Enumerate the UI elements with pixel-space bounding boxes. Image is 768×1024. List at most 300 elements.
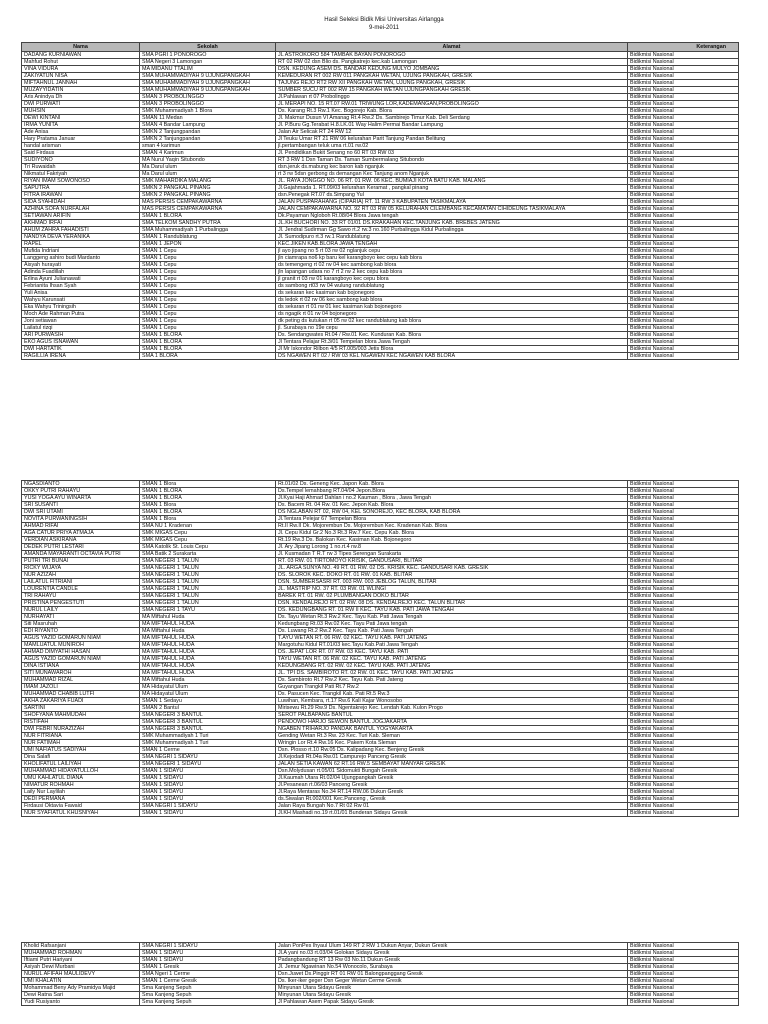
table-row [22,66,739,73]
cell-nama: RICKY WIJAYA [22,565,140,572]
cell-nama: Laily Nur Laylilah [22,789,140,796]
table-row [22,530,739,537]
cell-sekolah: SMA NEGRI 1 SIDAYU [140,803,276,810]
cell-sekolah: SMK Muhammadiyah 1 Turi [140,740,276,747]
cell-keterangan: Bidikmisi Nasional [628,325,739,332]
cell-keterangan: Bidikmisi Nasional [628,992,739,999]
cell-keterangan: Bidikmisi Nasional [628,614,739,621]
table-row [22,192,739,199]
cell-nama: AHUM ZAHRA FAHADISTI [22,227,140,234]
cell-alamat: Jalan Raya Bungah No.7 Rt 02 Rw 01 [276,803,628,810]
cell-keterangan: Bidikmisi Nasional [628,649,739,656]
cell-nama: MIFTAHNUL JANNAH [22,80,140,87]
cell-keterangan: Bidikmisi Nasional [628,782,739,789]
cell-sekolah: SMAN 1 BLORA [140,339,276,346]
cell-alamat: Jl Teuku Umar RT 21 RW 06 kelurahan Parit Tanjung Pandan Belitung [276,136,628,143]
cell-sekolah: SMAN 1 Cepu [140,290,276,297]
results-table-1 [21,42,739,360]
cell-nama: MUZAYYIDATIN [22,87,140,94]
table-row [22,495,739,502]
cell-nama: SARTINI [22,705,140,712]
table-row [22,992,739,999]
cell-alamat: TAYU WETAN RT. 06 RW. 02 KEC. TAYU KAB. PATI JATENG [276,656,628,663]
cell-alamat: Jl Mr Iskondor Rilbon 4/5 RT.005/003 Jetis Blora [276,346,628,353]
cell-sekolah: SMA Batik 2 Surakarta [140,551,276,558]
cell-keterangan: Bidikmisi Nasional [628,684,739,691]
cell-nama: TRI RAHAYU [22,593,140,600]
cell-sekolah: SMAN 1 Cepu [140,325,276,332]
cell-alamat: Rt.01/02 Ds. Geneng Kec. Japon Kab. Blora [276,481,628,488]
cell-keterangan: Bidikmisi Nasional [628,733,739,740]
cell-keterangan: Bidikmisi Nasional [628,178,739,185]
table-row [22,248,739,255]
table-row [22,544,739,551]
cell-sekolah: SMK MIGAS Cepu [140,537,276,544]
cell-nama: UMI KHALATIN [22,978,140,985]
cell-nama: RIYAN IMAM SOWONOSO [22,178,140,185]
cell-sekolah: SMA NEGERI 1 TALUN [140,593,276,600]
cell-sekolah: SMA NEGRI 1 SIDAYU [140,754,276,761]
cell-alamat: DS. SLOROK KEC. DOKO RT. 01 RW. 01 KAB. BLITAR [276,572,628,579]
table-row [22,754,739,761]
cell-alamat: Guyangan Trangkil Pati Rt.7 Rw.2 [276,684,628,691]
table-row [22,600,739,607]
cell-keterangan: Bidikmisi Nasional [628,565,739,572]
cell-alamat: JL. TPI DS. SAMBIROTO RT. 02 RW. 01 KEC. TAYU KAB. PATI JATENG [276,670,628,677]
table-row [22,304,739,311]
cell-sekolah: MA MIDANU TTALIM [140,66,276,73]
cell-sekolah: SMA NEGERI 3 BANTUL [140,712,276,719]
cell-sekolah: SMA NEGERI 1 TAYU [140,607,276,614]
table-row [22,712,739,719]
cell-keterangan: Bidikmisi Nasional [628,80,739,87]
cell-alamat: ds ngagik rt 01 rw 04 bojonegoro [276,311,628,318]
cell-alamat: Wringin Lor Rt.4 Rw.16 Kec. Pakem Kota Sleman [276,740,628,747]
cell-keterangan: Bidikmisi Nasional [628,59,739,66]
cell-alamat: Rt.19 Rw.3 Ds. Balokan Kec. Kasiman Kab. Bojonegoro [276,537,628,544]
cell-nama: SHOFYANA MAHMUDAH [22,712,140,719]
table-row [22,87,739,94]
cell-keterangan: Bidikmisi Nasional [628,985,739,992]
cell-alamat: Dsn.Juwet Ds.Pinggir RT 01 RW 01 Balongpanggang Gresik [276,971,628,978]
cell-nama: Eka Wahyu Triningsih [22,304,140,311]
cell-nama: Joni setiawan [22,318,140,325]
cell-sekolah: SMKN 2 PANGKAL PINANG [140,192,276,199]
cell-nama: Febrianita Ihsan Syah [22,283,140,290]
table-row [22,164,739,171]
cell-keterangan: Bidikmisi Nasional [628,796,739,803]
cell-alamat: DS. KEDUNGBANG RT. 01 RW II KEC. TAYU KAB. PATI JAWA TENGAH [276,607,628,614]
table-row [22,234,739,241]
cell-alamat: jl ayo jipang no 5 rt 03 rw 02 nglanjuk cepu [276,248,628,255]
cell-sekolah: SMAN 2 Bantul [140,705,276,712]
cell-keterangan: Bidikmisi Nasional [628,663,739,670]
cell-alamat: ds sekaran kec kasiman kab bojonegoro [276,290,628,297]
document-header [0,16,768,32]
cell-nama: AKHMAD IRFAI [22,220,140,227]
cell-nama: NANDYA DEVA YERANIKA [22,234,140,241]
table-row [22,635,739,642]
document-date: 9-mei-2011 [369,25,399,31]
cell-alamat: jl granit rt 03 rw 01 karangboyo kec cepu blora [276,276,628,283]
table-row [22,971,739,978]
cell-alamat: Jl.Kejodadi Rt.04a Rw.01 Campurejo Panceng Gresik [276,754,628,761]
cell-sekolah: MA MIFTAHUL HUDA [140,656,276,663]
cell-nama: MUHAMMAD HIDAYATULLOH [22,768,140,775]
cell-keterangan: Bidikmisi Nasional [628,73,739,80]
cell-sekolah: SMK MAHARDIKA MALANG [140,178,276,185]
cell-alamat: Jl.Kaumah Utara Rt.02/04 Ujungpangkah Gresik [276,775,628,782]
cell-keterangan: Bidikmisi Nasional [628,227,739,234]
cell-keterangan: Bidikmisi Nasional [628,509,739,516]
table-row [22,523,739,530]
cell-sekolah: MA MIFTAHUL HUDA [140,621,276,628]
cell-nama: NURUL LAILY [22,607,140,614]
table-row [22,628,739,635]
table-row [22,719,739,726]
cell-alamat: Jalan Air Selicak RT 24 RW 12 [276,129,628,136]
cell-alamat: JL.KH BUCHORI NO. 33 RT 01/01 DS.KRAKAHAN KEC.TANJUNG KAB. BREBES JATENG [276,220,628,227]
cell-sekolah: SMAN 1 Cepu [140,311,276,318]
cell-alamat: TAJUNG REJO RT2 RW XII PANGKAH WETAN, UJUNG PANGKAH, GRESIK [276,80,628,87]
cell-sekolah: SMAN 1 BLORA [140,509,276,516]
table-row [22,290,739,297]
table-row [22,269,739,276]
cell-keterangan: Bidikmisi Nasional [628,523,739,530]
cell-keterangan: Bidikmisi Nasional [628,712,739,719]
cell-keterangan: Bidikmisi Nasional [628,346,739,353]
table-row [22,488,739,495]
cell-nama: handal arisman [22,143,140,150]
cell-sekolah: SMA NU 1 Kradenan [140,523,276,530]
cell-alamat: jl.pertambangan teluk uma rt.01 rw.02 [276,143,628,150]
table-row [22,516,739,523]
cell-keterangan: Bidikmisi Nasional [628,740,739,747]
cell-sekolah: SMAN 1 Cepu [140,318,276,325]
cell-keterangan: Bidikmisi Nasional [628,999,739,1006]
cell-nama: YUSI YOGA AYU WINARTA [22,495,140,502]
cell-nama: Wahyu Karunsati [22,297,140,304]
cell-alamat: dsn.Penegak RT.07 ds.Simpang Yul [276,192,628,199]
cell-sekolah: SMAN 1 Sedayu [140,698,276,705]
cell-nama: LAILATUL FITRIANI [22,579,140,586]
cell-keterangan: Bidikmisi Nasional [628,101,739,108]
cell-nama: LOURENTIA CANDLE [22,586,140,593]
cell-alamat: BAREK RT. 01 RW. 02 PLUMBANGAN DOKO BLITAR [276,593,628,600]
cell-alamat: NGABEN TRIHARJO PANDAK BANTUL YOGYAKARTA [276,726,628,733]
cell-keterangan: Bidikmisi Nasional [628,192,739,199]
cell-sekolah: SMAN 3 PROBOLINGGO [140,101,276,108]
cell-sekolah: MA MIFTAHUL HUDA [140,635,276,642]
cell-nama: SETIAWAN ARIFIN [22,213,140,220]
cell-keterangan: Bidikmisi Nasional [628,94,739,101]
cell-alamat: KEMEDURAN RT 002 RW 011 PANGKAH WETAN, UJUNG PANGKAH, GRESIK [276,73,628,80]
table-row [22,698,739,705]
cell-alamat: SUMBER SUCU RT 002 RW 15 PANGKAH WETAN UJUNGPANGKAH GRESIK [276,87,628,94]
cell-keterangan: Bidikmisi Nasional [628,206,739,213]
cell-alamat: PENDOWO HARJO SEWON BANTUL JOGJAKARTA [276,719,628,726]
table-row [22,311,739,318]
cell-sekolah: MA Hidayatul Ulum [140,684,276,691]
table-row [22,502,739,509]
results-table-2 [21,480,739,817]
table-row [22,740,739,747]
table-row [22,810,739,817]
cell-keterangan: Bidikmisi Nasional [628,642,739,649]
cell-nama: Adinda Fuadillah [22,269,140,276]
table-row [22,171,739,178]
cell-nama: MUHSIN [22,108,140,115]
cell-alamat: Ds.Tempel lemahbang RT.04/04 Jepon.Blora [276,488,628,495]
cell-nama: IMAM JAZOLI [22,684,140,691]
cell-sekolah: SMA PGRI 1 PONOROGO [140,52,276,59]
cell-nama: IRMA YUNITA [22,122,140,129]
cell-keterangan: Bidikmisi Nasional [628,635,739,642]
cell-nama: UMU KAHLATUL DIANA [22,775,140,782]
cell-alamat: Luwihan, Kembara, rt.17 Rw.6 Kali Kajar Wonosobo [276,698,628,705]
cell-sekolah: SMAN 1 BLORA [140,332,276,339]
cell-keterangan: Bidikmisi Nasional [628,691,739,698]
cell-keterangan: Bidikmisi Nasional [628,164,739,171]
cell-alamat: Jl. Pendidikan Bukit Senang no 60 RT 03 RW 03 [276,150,628,157]
cell-keterangan: Bidikmisi Nasional [628,129,739,136]
cell-sekolah: MA MIFTAHUL HUDA [140,663,276,670]
cell-sekolah: SMKN 2 Tanjungpandan [140,136,276,143]
cell-alamat: Ds. Tayu Wetan Rt.3 Rw.2 Kec. Tayu Kab. Pati Jawa Tengah [276,614,628,621]
cell-alamat: Minyunan Utara Sidayu Gresik [276,992,628,999]
cell-keterangan: Bidikmisi Nasional [628,108,739,115]
cell-sekolah: SMAN 1 Randublatung [140,234,276,241]
cell-alamat: JALAN SETIA KAWAN 62 RT.16 RW.5 SEMBAYAT MANYAR GRESIK [276,761,628,768]
cell-alamat: Jl. Ary Jipang Lorong 1 no.rt.4 rw.8 [276,544,628,551]
cell-sekolah: SMAN 1 BLORA [140,213,276,220]
cell-sekolah: SMA NEGERI 1 TALUN [140,558,276,565]
table-row [22,733,739,740]
cell-alamat: Jl. Kusmadan T R.T rw 3 Tipes Serengan Surakarta [276,551,628,558]
cell-keterangan: Bidikmisi Nasional [628,726,739,733]
cell-sekolah: SMAN 1 Cepu [140,304,276,311]
table-row [22,775,739,782]
cell-alamat: jln lapangan udara no 7 rt 2 rw 2 kec cepu kab blora [276,269,628,276]
table-row [22,115,739,122]
cell-sekolah: SMAN 1 BLORA [140,346,276,353]
cell-keterangan: Bidikmisi Nasional [628,670,739,677]
cell-nama: RISTIFAH [22,719,140,726]
cell-sekolah: SMA Katolik St. Louis Cepu [140,544,276,551]
cell-nama: MUHAMMAD CHABIB LUTFI [22,691,140,698]
cell-nama: AZHINA SOFA NURFALAH [22,206,140,213]
table-row [22,768,739,775]
cell-sekolah: SMAN 1 SIDAYU [140,789,276,796]
cell-keterangan: Bidikmisi Nasional [628,150,739,157]
cell-alamat: dk peting ds kutukan rt 05 rw 02 kec randublatung kab blora [276,318,628,325]
cell-sekolah: SMAN 1 Gresik [140,964,276,971]
table-row [22,227,739,234]
cell-keterangan: Bidikmisi Nasional [628,572,739,579]
cell-sekolah: SMAN 1 SIDAYU [140,768,276,775]
cell-nama: DWI HARTATIK [22,346,140,353]
table-row [22,199,739,206]
cell-nama: Mufida Indriani [22,248,140,255]
table-row [22,747,739,754]
cell-alamat: JALAN PUSPARAHANG (CIPARIA) RT. 11 RW 3 KABUPATEN TASIKMALAYA [276,199,628,206]
cell-sekolah: SMAN 11 Medan [140,115,276,122]
cell-alamat: Rt.II Rw.II Dk. Mojorembun Ds. Mojorembun Kec. Kradenan Kab. Blora [276,523,628,530]
cell-nama: Iftiami Putri Hariyani [22,957,140,964]
cell-nama: EKO AGUS ISNAWAN [22,339,140,346]
cell-keterangan: Bidikmisi Nasional [628,262,739,269]
cell-alamat: RT 02 RW 02 dsn Blio ds. Pangkatrejo kec.kab Lamongan [276,59,628,66]
cell-nama: PUTRI TRI BUNAI [22,558,140,565]
cell-sekolah: SMA MUHAMMADIYAH 9 UJUNGPANGKAH [140,80,276,87]
header-alamat: Alamat [276,43,628,52]
table-row [22,537,739,544]
cell-keterangan: Bidikmisi Nasional [628,544,739,551]
table-row [22,803,739,810]
cell-sekolah: SMA NEGERI 1 TALUN [140,572,276,579]
cell-nama: DWI FEBRI NURAZIZAH [22,726,140,733]
cell-alamat: Jl.Pahlawan rt 07 Probolinggo [276,94,628,101]
cell-sekolah: SMA NEGERI 1 TALUN [140,579,276,586]
table-row [22,607,739,614]
cell-keterangan: Bidikmisi Nasional [628,978,739,985]
table-row [22,579,739,586]
cell-alamat: DSN. KENDALREJO RT. 02 RW. 08 DS. KENDALREJO KEC. TALUN BLITAR [276,600,628,607]
cell-sekolah: SMA TELKOM SANDHY PUTRA [140,220,276,227]
cell-keterangan: Bidikmisi Nasional [628,586,739,593]
document-title: Hasil Seleksi Bidik Misi Universitas Airlangga [324,17,444,23]
cell-alamat: Jl. Makmur Dusun VI Amanag Rt.4 Rw.2 Ds. Sambirejo Timur Kab. Deli Serdang [276,115,628,122]
cell-alamat: Minyunan Utara Sidayu Gresik [276,985,628,992]
cell-nama: NURUL AFIFAH MAULIDEVY [22,971,140,978]
table-row [22,614,739,621]
cell-sekolah: SMAN 1 BLORA [140,495,276,502]
cell-keterangan: Bidikmisi Nasional [628,269,739,276]
table-row [22,73,739,80]
table-row [22,663,739,670]
table-row [22,978,739,985]
cell-nama: Yudi Rusiyanto [22,999,140,1006]
cell-sekolah: SMA MUHAMMADIYAH 9 UJUNGPANGKAH [140,87,276,94]
cell-sekolah: SMAN 1 SIDAYU [140,810,276,817]
cell-keterangan: Bidikmisi Nasional [628,593,739,600]
cell-alamat: Ds. Luwang Rt.2 Rw.2 Kec. Tayu Kab. Pati Jawa Tengah [276,628,628,635]
table-row [22,332,739,339]
cell-sekolah: SMA 1 BLORA [140,353,276,360]
cell-sekolah: SMAN 1 Blora [140,481,276,488]
cell-sekolah: SMAN 1 SIDAYU [140,950,276,957]
cell-keterangan: Bidikmisi Nasional [628,339,739,346]
cell-nama: NIMATUR ROHMAH [22,782,140,789]
cell-sekolah: SMAN 1 Cepu [140,269,276,276]
cell-nama: Dina Salafi [22,754,140,761]
cell-keterangan: Bidikmisi Nasional [628,213,739,220]
cell-nama: Asiyah Dewi Murbani [22,964,140,971]
cell-nama: NUR FATIMAH [22,740,140,747]
cell-sekolah: Ma Darul ulum [140,164,276,171]
cell-keterangan: Bidikmisi Nasional [628,768,739,775]
cell-keterangan: Bidikmisi Nasional [628,143,739,150]
cell-sekolah: SMAN 1 Cepu [140,262,276,269]
cell-sekolah: SMA NEGERI 1 TALUN [140,586,276,593]
cell-sekolah: SMAN 1 Blora [140,502,276,509]
table-row [22,339,739,346]
cell-alamat: Ds. Iker-iker geger Dsn Geger Wetan Cerme Gresik [276,978,628,985]
cell-nama: Moch Ade Rahman Putra [22,311,140,318]
cell-nama: Nikmatul Fakriyah [22,171,140,178]
cell-keterangan: Bidikmisi Nasional [628,290,739,297]
cell-alamat: Jl.Raya Mentaras No.34 RT.14 RW.06 Dukun Gresik [276,789,628,796]
cell-keterangan: Bidikmisi Nasional [628,87,739,94]
cell-sekolah: SMAN 1 Cerme Gresik [140,978,276,985]
cell-alamat: Jalan PonPes Ihyaul Ulum 149 RT 2 RW 1 Dukun Anyar, Dukun Gresik [276,943,628,950]
cell-sekolah: SMA MUHAMMADIYAH 9 UJUNGPANGKAH [140,73,276,80]
table-row [22,143,739,150]
table-row [22,129,739,136]
cell-sekolah: SMA NEGERI 3 BANTUL [140,726,276,733]
table-row [22,213,739,220]
cell-nama: Hary Pratama Januar [22,136,140,143]
cell-keterangan: Bidikmisi Nasional [628,964,739,971]
cell-alamat: jln ciamrapa no6 kp baru kel karangboyo kec cepu kab blora [276,255,628,262]
cell-sekolah: SMA NEGERI 1 TALUN [140,565,276,572]
cell-sekolah: SMA Ngeri 1 Cerme [140,971,276,978]
cell-alamat: DSN. KEDUNG ASEM DS. BANDAR KEDUNG MULYO JOMBANG [276,66,628,73]
cell-alamat: Jl.KH Mashadi no.19 rt.01/01 Bunderan Sidayu Gresik [276,810,628,817]
cell-alamat: Jl Tentara Pelajar Rt.3/01 Tempelan blora Jawa Tengah [276,339,628,346]
table-row [22,325,739,332]
cell-alamat: jl. Surabaya no 19e cepu [276,325,628,332]
cell-keterangan: Bidikmisi Nasional [628,558,739,565]
cell-nama: Mohammad Beny Ady Pramidya Majid [22,985,140,992]
cell-alamat: DSN. SUMBERSASRI RT. 003 RW. 003 JEBLOG TALUN, BLITAR [276,579,628,586]
cell-sekolah: MA MIFTAHUL HUDA [140,670,276,677]
cell-nama: Lailatul rizqi [22,325,140,332]
cell-keterangan: Bidikmisi Nasional [628,530,739,537]
cell-nama: AHMAD DIMYATHI HASAN [22,649,140,656]
cell-nama: SRI SUSANTI [22,502,140,509]
cell-nama: VINA VIDURA [22,66,140,73]
cell-keterangan: Bidikmisi Nasional [628,171,739,178]
table-row [22,108,739,115]
cell-nama: DWI SRI UTAMI [22,509,140,516]
table-row [22,670,739,677]
cell-keterangan: Bidikmisi Nasional [628,234,739,241]
cell-nama: NUR AZIZAH [22,572,140,579]
cell-alamat: Jl. Jemur Ngawinan No.54 Wonocolo, Surabaya [276,964,628,971]
cell-sekolah: SMAN 1 Cepu [140,283,276,290]
table-row [22,964,739,971]
cell-sekolah: SMA NEGERI 3 BANTUL [140,719,276,726]
table-row [22,558,739,565]
cell-sekolah: SMAN 4 Bandar Lampung [140,122,276,129]
cell-nama: KHOLIFATUL LAILIYAH [22,761,140,768]
cell-sekolah: SMAN 1 Cepu [140,297,276,304]
table-row [22,691,739,698]
cell-keterangan: Bidikmisi Nasional [628,297,739,304]
header-nama: Nama [22,43,140,52]
cell-nama: NURHAYATI [22,614,140,621]
cell-keterangan: Bidikmisi Nasional [628,656,739,663]
cell-alamat: JALAN CEMPAKAWARNA NO. 92 RT 03 RW 05 KELURAHAN CILEMBANG KECAMATAN CIHIDEUNG TASIKMALAYA [276,206,628,213]
cell-alamat: Ds. Sambiroto Rt.7 Rw.2 Kec. Tayu Kab. Pati Jateng [276,677,628,684]
cell-alamat: KEC.JIKEN KAB.BLORA JAWA TENGAH [276,241,628,248]
cell-keterangan: Bidikmisi Nasional [628,628,739,635]
cell-keterangan: Bidikmisi Nasional [628,943,739,950]
cell-alamat: JL. MASTRIP NO. 37 RT. 03 RW. 01 WLINGI [276,586,628,593]
cell-nama: Aris Anindya Dh [22,94,140,101]
cell-keterangan: Bidikmisi Nasional [628,276,739,283]
